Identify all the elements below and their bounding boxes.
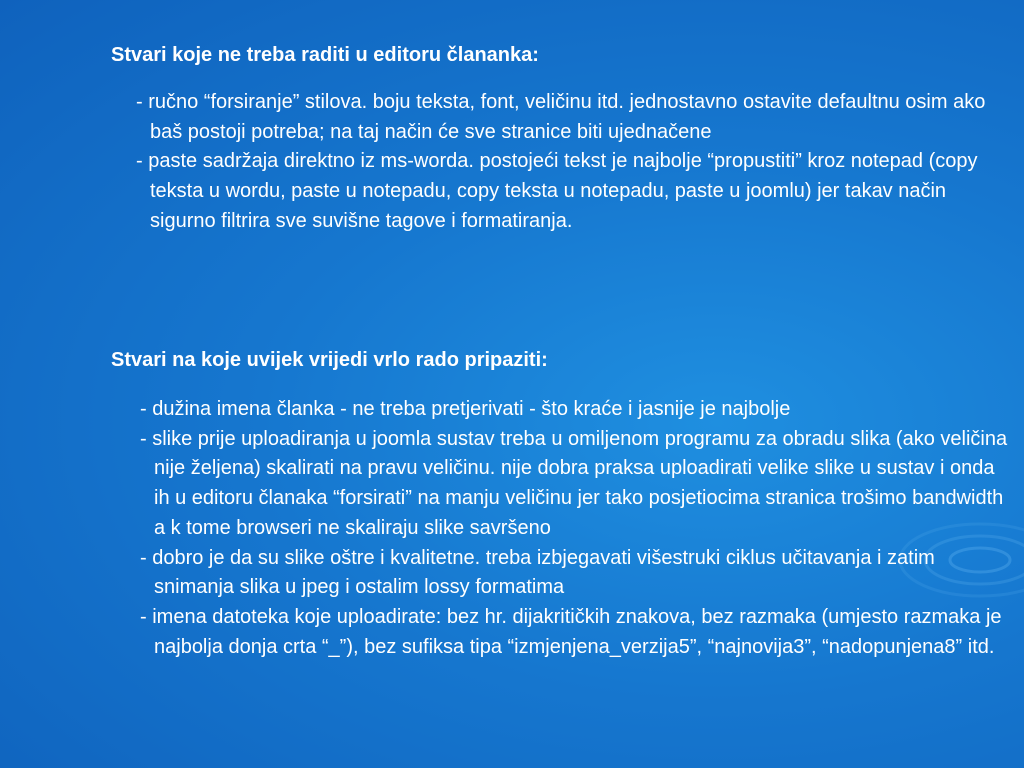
- list-item: - paste sadržaja direktno iz ms-worda. postojeći tekst je najbolje “propustiti” kroz notepad (copy teksta u wordu, paste u notepadu, copy teksta u notepadu, paste u joomlu) jer takav način sigurno filtrira sve suvišne tagove i formatiranja.: [136, 150, 978, 232]
- section-list-watch: [140, 395, 1015, 662]
- section-heading-watch: Stvari na koje uvijek vrijedi vrlo rado pripaziti:: [111, 349, 548, 371]
- list-item: - dužina imena članka - ne treba pretjerivati - što kraće i jasnije je najbolje: [140, 398, 791, 420]
- list-item: - imena datoteka koje uploadirate: bez hr. dijakritičkih znakova, bez razmaka (umjesto razmaka je najbolja donja crta “_”), bez sufiksa tipa “izmjenjena_verzija5”, “najnovija3”, “nadopunjena8” itd.: [140, 605, 1002, 658]
- list-item: - slike prije uploadiranja u joomla sustav treba u omiljenom programu za obradu slika (ako veličina nije željena) skalirati na pravu veličinu. nije dobra praksa uploadirati velike slike u sustav i onda ih u editoru članaka “forsirati” na manju veličinu jer tako posjetiocima stranica trošimo bandwidth a k tome browseri ne skaliraju slike savršeno: [140, 427, 1008, 539]
- list-item: - dobro je da su slike oštre i kvalitetne. treba izbjegavati višestruki ciklus učitavanja i zatim snimanja slika u jpeg i ostalim lossy formatima: [140, 546, 935, 599]
- section-list-dont: [136, 88, 996, 237]
- section-heading-dont: Stvari koje ne treba raditi u editoru člananka:: [111, 44, 539, 66]
- list-item: - ručno “forsiranje” stilova. boju teksta, font, veličinu itd. jednostavno ostavite defaultnu osim ako baš postoji potreba; na taj način će sve stranice biti ujednačene: [136, 91, 986, 143]
